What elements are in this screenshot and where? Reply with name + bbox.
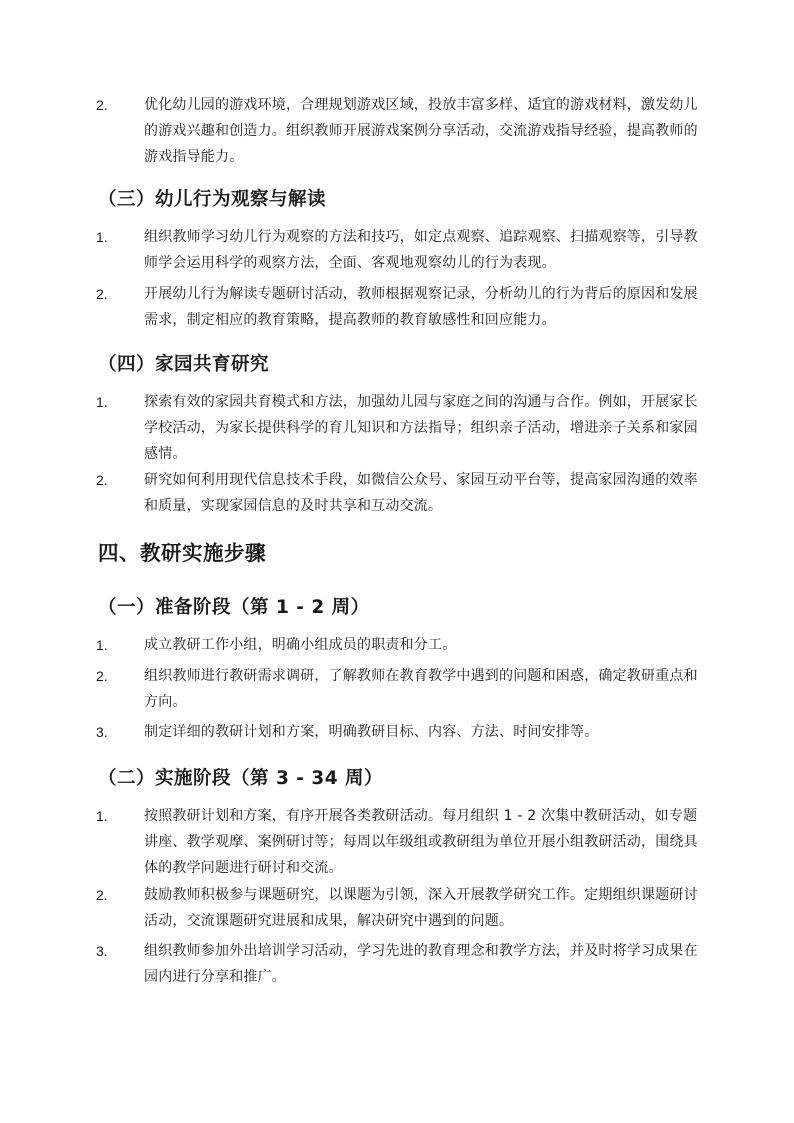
list-number: 2. (96, 472, 108, 488)
section-heading: （一）准备阶段（第 1 - 2 周） (98, 597, 370, 618)
section-heading: （三）幼儿行为观察与解读 (98, 189, 327, 210)
list-text: 探索有效的家园共育模式和方法，加强幼儿园与家庭之间的沟通与合作。例如，开展家长学校活动，为家长提供科学的育儿知识和方法指导；组织亲子活动，增进亲子关系和家园感情。 (144, 394, 698, 462)
list-text: 优化幼儿园的游戏环境，合理规划游戏区域，投放丰富多样、适宜的游戏材料，激发幼儿的游戏兴趣和创造力。组织教师开展游戏案例分享活动，交流游戏指导经验，提高教师的游戏指导能力。 (144, 97, 698, 165)
list-text: 组织教师参加外出培训学习活动，学习先进的教育理念和教学方法，并及时将学习成果在园内进行分享和推广。 (144, 943, 698, 985)
list-text: 制定详细的教研计划和方案，明确教研目标、内容、方法、时间安排等。 (144, 724, 599, 740)
list-number: 2. (96, 97, 108, 113)
section-heading: （四）家园共育研究 (98, 354, 270, 375)
list-text: 按照教研计划和方案，有序开展各类教研活动。每月组织 1 - 2 次集中教研活动，如专题讲座、教学观摩、案例研讨等；每周以年级组或教研组为单位开展小组教研活动，围绕具体的教学问题进行研讨和交流。 (144, 808, 698, 876)
list-text: 组织教师进行教研需求调研，了解教师在教育教学中遇到的问题和困惑，确定教研重点和方向。 (144, 668, 698, 710)
list-number: 2. (96, 887, 108, 903)
list-text: 组织教师学习幼儿行为观察的方法和技巧，如定点观察、追踪观察、扫描观察等，引导教师学会运用科学的观察方法，全面、客观地观察幼儿的行为表现。 (144, 229, 698, 271)
list-text: 成立教研工作小组，明确小组成员的职责和分工。 (144, 637, 457, 653)
list-number: 1. (96, 229, 108, 245)
list-number: 3. (96, 724, 108, 740)
list-number: 2. (96, 286, 108, 302)
list-number: 1. (96, 808, 108, 824)
section-heading: （二）实施阶段（第 3 - 34 周） (98, 768, 384, 789)
list-text: 开展幼儿行为解读专题研讨活动，教师根据观察记录，分析幼儿的行为背后的原因和发展需求，制定相应的教育策略，提高教师的教育敏感性和回应能力。 (144, 286, 698, 328)
list-text: 鼓励教师积极参与课题研究，以课题为引领，深入开展教学研究工作。定期组织课题研讨活动，交流课题研究进展和成果，解决研究中遇到的问题。 (144, 887, 698, 929)
list-number: 1. (96, 394, 108, 410)
list-text: 研究如何利用现代信息技术手段，如微信公众号、家园互动平台等，提高家园沟通的效率和质量，实现家园信息的及时共享和互动交流。 (144, 472, 698, 514)
list-number: 1. (96, 637, 108, 653)
list-number: 2. (96, 668, 108, 684)
list-number: 3. (96, 943, 108, 959)
chapter-heading: 四、教研实施步骤 (98, 541, 266, 565)
